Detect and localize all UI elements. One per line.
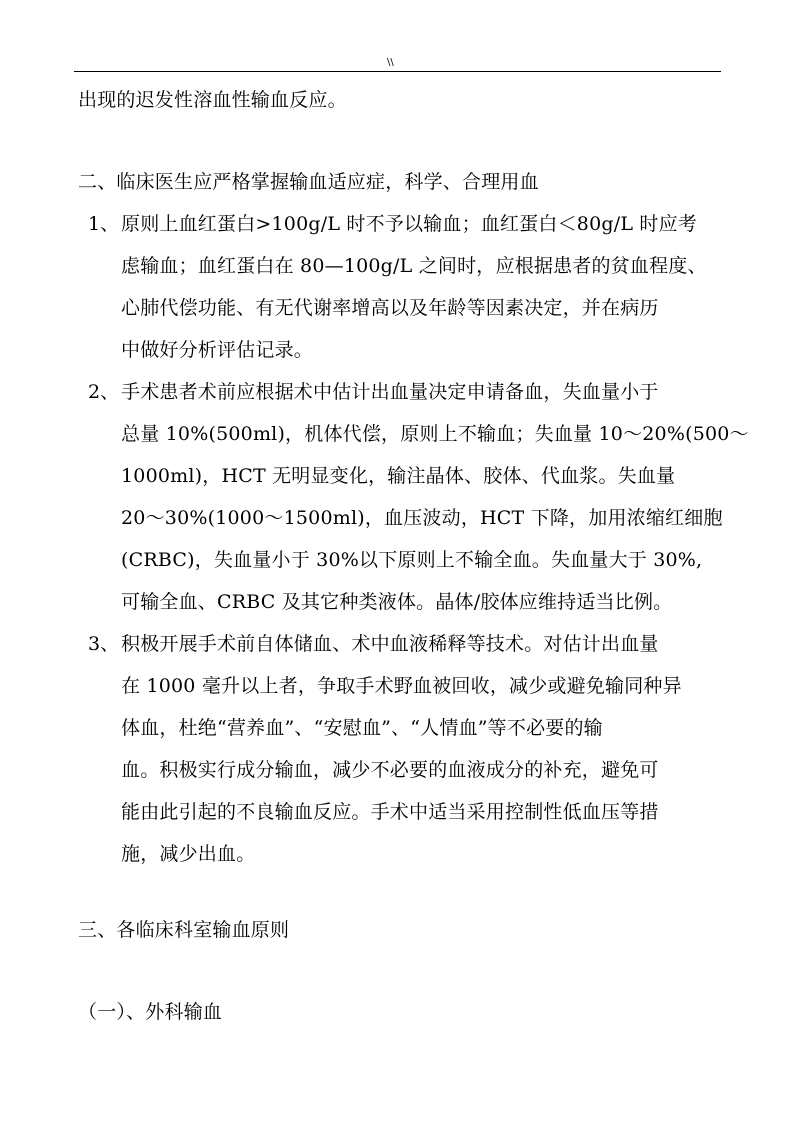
list-item-line: 在 1000 毫升以上者，争取手术野血被回收，减少或避免输同种异 [121, 675, 682, 697]
section-2-heading: 二、临床医生应严格掌握输血适应症，科学、合理用血 [78, 171, 539, 193]
list-item-line: 中做好分析评估记录。 [121, 339, 314, 361]
list-item-line: (CRBC)，失血量小于 30%以下原则上不输全血。失血量大于 30%, [121, 549, 703, 571]
list-item-line: 原则上血红蛋白>100g/L 时不予以输血；血红蛋白＜80g/L 时应考 [121, 213, 698, 235]
list-item-number: 2、 [88, 381, 120, 403]
subsection-heading: （一）、外科输血 [78, 1001, 223, 1023]
list-item-line: 虑输血；血红蛋白在 80—100g/L 之间时，应根据患者的贫血程度、 [121, 255, 707, 277]
list-item-line: 可输全血、CRBC 及其它种类液体。晶体/胶体应维持适当比例。 [121, 591, 673, 613]
section-3-heading: 三、各临床科室输血原则 [78, 919, 290, 941]
list-item-line: 总量 10%(500ml)，机体代偿，原则上不输血；失血量 10～20%(500～ [121, 423, 749, 445]
intro-line: 出现的迟发性溶血性输血反应。 [78, 89, 347, 111]
list-item-number: 3、 [88, 633, 120, 655]
list-item-line: 1000ml)，HCT 无明显变化，输注晶体、胶体、代血浆。失血量 [121, 465, 676, 487]
page-header-mark: \\ [387, 57, 394, 68]
list-item-line: 能由此引起的不良输血反应。手术中适当采用控制性低血压等措 [121, 801, 659, 823]
list-item-line: 手术患者术前应根据术中估计出血量决定申请备血，失血量小于 [121, 381, 659, 403]
list-item-line: 血。积极实行成分输血，减少不必要的血液成分的补充，避免可 [121, 759, 659, 781]
list-item-line: 体血，杜绝“营养血”、“安慰血”、“人情血”等不必要的输 [121, 717, 603, 739]
header-rule [74, 71, 721, 72]
list-item-line: 心肺代偿功能、有无代谢率增高以及年龄等因素决定，并在病历 [121, 297, 659, 319]
list-item-line: 20～30%(1000～1500ml)，血压波动，HCT 下降，加用浓缩红细胞 [121, 507, 723, 529]
list-item-line: 积极开展手术前自体储血、术中血液稀释等技术。对估计出血量 [121, 633, 659, 655]
list-item-line: 施，减少出血。 [121, 843, 256, 865]
list-item-number: 1、 [88, 213, 120, 235]
